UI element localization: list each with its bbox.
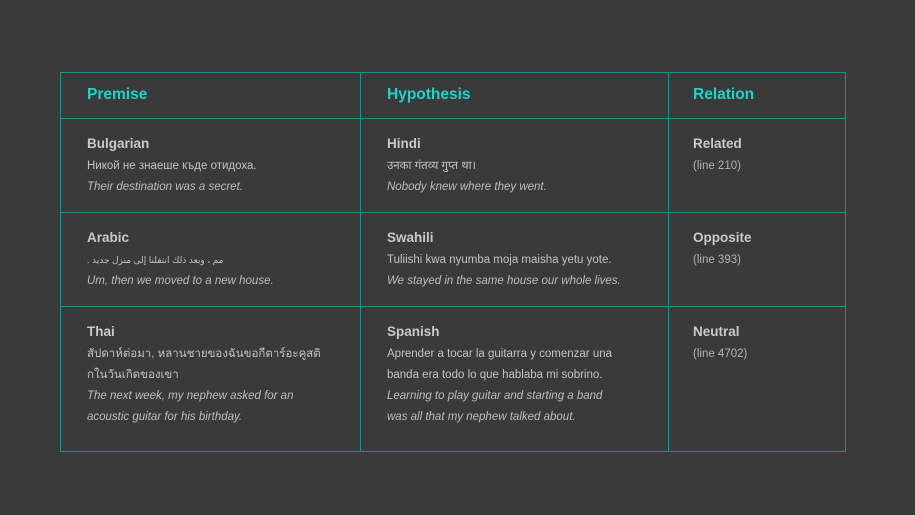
premise-text-line: สัปดาห์ต่อมา, หลานชายของฉันขอกีตาร์อะคูสติ [87,348,321,360]
hypothesis-text-line: banda era todo lo que hablaba mi sobrino. [387,369,603,381]
header-relation [669,73,845,119]
relation-label: Neutral [693,324,740,339]
hypothesis-cell [361,213,669,307]
relation-line-ref: (line 4702) [693,348,748,360]
premise-translation: Their destination was a secret. [87,181,243,193]
hypothesis-translation-line: was all that my nephew talked about. [387,411,576,423]
premise-translation: Um, then we moved to a new house. [87,275,274,287]
relation-cell [669,213,845,307]
header-premise-label: Premise [87,86,148,103]
premise-translation-line: acoustic guitar for his birthday. [87,411,243,423]
premise-text: Никой не знаеше къде отидоха. [87,160,257,172]
premise-language: Thai [87,324,115,339]
header-relation-label: Relation [693,86,755,103]
hypothesis-text: Tuliishi kwa nyumba moja maisha yetu yote. [387,254,612,266]
hypothesis-translation: We stayed in the same house our whole lives. [387,275,621,287]
relation-line-ref: (line 210) [693,160,741,172]
hypothesis-language: Swahili [387,230,434,245]
premise-translation-line: The next week, my nephew asked for an [87,390,294,402]
relation-cell [669,307,845,451]
hypothesis-translation-line: Learning to play guitar and starting a band [387,390,603,402]
premise-text: مم ، وبعد ذلك انتقلنا إلى منزل جديد . [87,255,224,265]
relation-line-ref: (line 393) [693,254,741,266]
relation-cell [669,119,845,213]
premise-cell [61,213,361,307]
hypothesis-language: Spanish [387,324,440,339]
relation-label: Opposite [693,230,752,245]
header-hypothesis-label: Hypothesis [387,86,471,103]
premise-text-line: กในวันเกิดของเขา [87,369,179,381]
header-hypothesis [361,73,669,119]
hypothesis-language: Hindi [387,136,421,151]
hypothesis-cell [361,119,669,213]
nli-examples-table [60,72,846,452]
premise-language: Bulgarian [87,136,150,151]
hypothesis-cell [361,307,669,451]
header-premise [61,73,361,119]
premise-cell [61,307,361,451]
hypothesis-text: उनका गंतव्य गुप्त था। [387,160,476,172]
hypothesis-translation: Nobody knew where they went. [387,181,547,193]
relation-label: Related [693,136,742,151]
hypothesis-text-line: Aprender a tocar la guitarra y comenzar una [387,348,613,360]
premise-cell [61,119,361,213]
premise-language: Arabic [87,230,130,245]
